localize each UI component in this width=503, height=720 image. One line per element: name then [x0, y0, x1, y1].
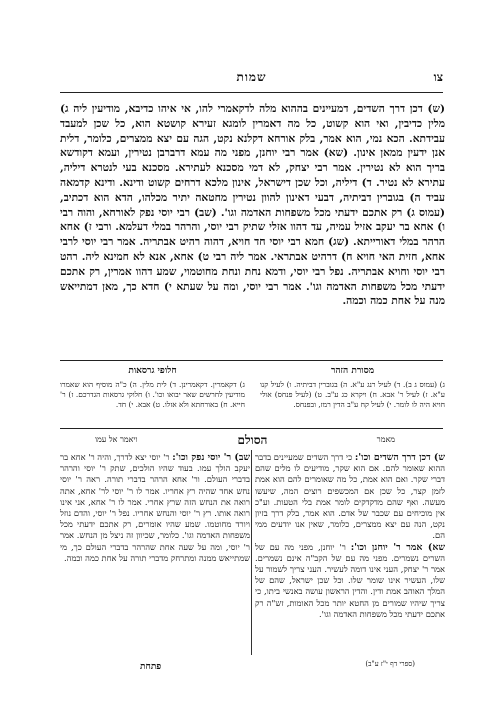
- footnote-variants: [60, 365, 245, 410]
- footer-catchword: פתחת: [140, 662, 162, 672]
- sulam-label-left: ויאמר אל עמו: [95, 435, 138, 444]
- sulam-title: הסולם: [237, 433, 268, 447]
- footnote-masoret: [260, 365, 445, 410]
- commentary-paragraph: [255, 542, 445, 620]
- paragraph-lead: שב) ר' יוסי נפק וכו':: [172, 452, 250, 463]
- commentary-right-column: [255, 452, 445, 620]
- sulam-label-right: מאמר: [376, 435, 395, 444]
- page-number: צו: [433, 70, 443, 84]
- commentary-left-column: [60, 452, 250, 564]
- column-divider: [251, 450, 252, 655]
- main-zohar-text: (ש) דכן דרך השדים, דמעיינים בההוא מלה לדקאמרי להו, אי איהו כדיבא, מודיעין ליה ג) מלין כדיבין, ואי הוא קשוט, כל מה דאמרין לומגא זעירא קושטא הוא, כל שכן למעבד עבידתא. הכא נמי, הוא אמר, בלק אורחא דקלנא נקט, הגה עם יצא ממצרים, כלומר, דלית אנן ידעין ממאן אינון. (שא) אמר רבי יוחנן, מפני מה עמא דרברבן נטירין, ועמא דקודשא בריך הוא לא נטירין. אמר רבי יצחק, לא דמי מסכנא לעתירא. מסכנא בעי לנטרא דיליה, עתירא לא נטיר. ד) דיליה, וכל שכן דישראל, אינון מלכא דרחים קשוט ודינא. ודינא קדמאה עביד ה) בגוברין דביתיה, דבעי דאינון להוון נטירין מחטאה יתיר מכלהו, הדא הוא דכתיב, (עמוס ג) רק אתכם ידעתי מכל משפחות האדמה וגו'. (שב) רבי יוסי נפק לאורחא, והוה רבי ו) אחא בר יעקב אזיל עמיה, עד דהוו אזלי שתיק רבי יוסי, והרהר במלי דעלמא. ורבי ז) אחא הרהר במלי דאורייתא. (שג) חמא רבי יוסי חד חויא, דהוה רהיט אבתריה. אמר רבי יוסי לרבי אחא, חזית האי חויא ח) דרהיט אבתראי. אמר ליה רבי ט) אחא, אנא לא חמינא ליה. רהט רבי יוסי וחויא אבתריה. נפל רבי יוסי, ודמא נחת ונחת מחוטמוי, שמע דהוו אמרין, רק אתכם ידעתי מכל משפחות האדמה וגו'. אמר רבי יוסי, ומה על שעתא י) חדא כך, מאן דמתייאש מנה על אחת כמה וכמה.: [60, 103, 445, 308]
- paragraph-lead: שא) אמר ר' יוחנן וכו':: [350, 541, 445, 553]
- paragraph-text: ר' יוסי יצא לדרך, והיה ר' אחא בר יעקב הולך עמו. בעוד שהיו הולכים, שתק ר' יוסי והרהר בדברי העולם. ור' אחא הרהר בדברי תורה. ראה ר' יוסי נחש אחד שהיה רץ אחריו. אמר לו ר' יוסי לר' אחא, אתה רואה את הנחש הזה שרץ אחרי. אמר לו ר' אחא, אני אינו רואה אותו. רץ ר' יוסי והנחש אחריו. נפל ר' יוסי, והדם נוזל ויורד מחוטמו. שמע שהיו אומרים, רק אתכם ידעתי מכל משפחות האדמה וגו'. כלומר, שכיוון זה ניצל מן הנחש. אמר ר' יוסי, ומה על שעה אחת שהרהר בדברי העולם כך, מי שמתייאש ממנה ומתרחק מדברי תורה על אחת כמה וכמה.: [60, 452, 250, 563]
- footnote-rule: [60, 360, 443, 361]
- commentary-paragraph: [60, 452, 250, 564]
- paragraph-lead: ש) דכן דרך השדים וכו':: [354, 452, 445, 463]
- footer-reference: (ספרי דף י"ז ע"ב): [365, 660, 415, 668]
- paragraph-text: כי דרך השדים שמעיינים בדבר ההוא שאומר להם. אם הוא שקר, מודיעים לו מלים שהם דברי שקר. ואם הוא אמת, כל מה שאומרים להם הוא אמת לזמן קצר, כל שכן אם המכשפים רוצים המה, שיעשו מעשה. ואף שהם מדקדקים לומר אמת בלי הטעות. וע"כ אין מוכיחים עם שכבר של אדם. הוא אמר, בלק דרך בזיון נקט, הנה עם יצא ממצרים, כלומר, שאין אנו יודעים ממי הם.: [255, 452, 445, 541]
- footnote-masoret-text: ג) (עמוס ג ב). ד) לעיל רנג ע"א. ה) בגוברין דביתיה. ו) לעיל קנו ע"א. ז) לעיל ר' אבא. ח) ויקרא כג ע"ב. ט) (לעיל פנחס) אולי חויא היה לו לומר. י) לעיל קח ע"ב הדין רמז, ובפנחס.: [260, 380, 445, 409]
- footnote-masoret-header: מסורת הזהר: [330, 366, 375, 376]
- header-rule: [60, 92, 443, 93]
- commentary-paragraph: [255, 452, 445, 542]
- sulam-rule: [60, 428, 443, 429]
- footnote-variants-text: ג) דקאמרין. דקאמרינן. ד) לית מלין. ה) כ"ה מוסיף הוא שאמרו מודיעין לחרשים שאר יבואו וכו'. ו) חלוקי גרסאות הגדרכם. ז) ר' חייא. ח) באורחתא ולא אזלו. ט) אבא. י) חד.: [60, 380, 245, 409]
- page-title: שמות: [236, 70, 267, 84]
- footnote-variants-header: חלופי גרסאות: [128, 366, 177, 376]
- paragraph-text: ר' יוחנן, מפני מה עם של השרים נשמרים. מפני מה עם של הקב"ה אינם נשמרים. אמר ר' יצחק, העני אינו דומה לעשיר. העני צריך לשמור על שלו, העשיר אינו שומר שלו. וכל שכן ישראל, שהם של המלך האוהב אמת ודין. והדין הראשון עושה באנשי ביתו, כי צריך שיהיו שמורים מן החטא יותר מכל האומות, זש"ה רק אתכם ידעתי מכל משפחות האדמה וגו'.: [255, 541, 445, 619]
- page-header: [60, 70, 443, 90]
